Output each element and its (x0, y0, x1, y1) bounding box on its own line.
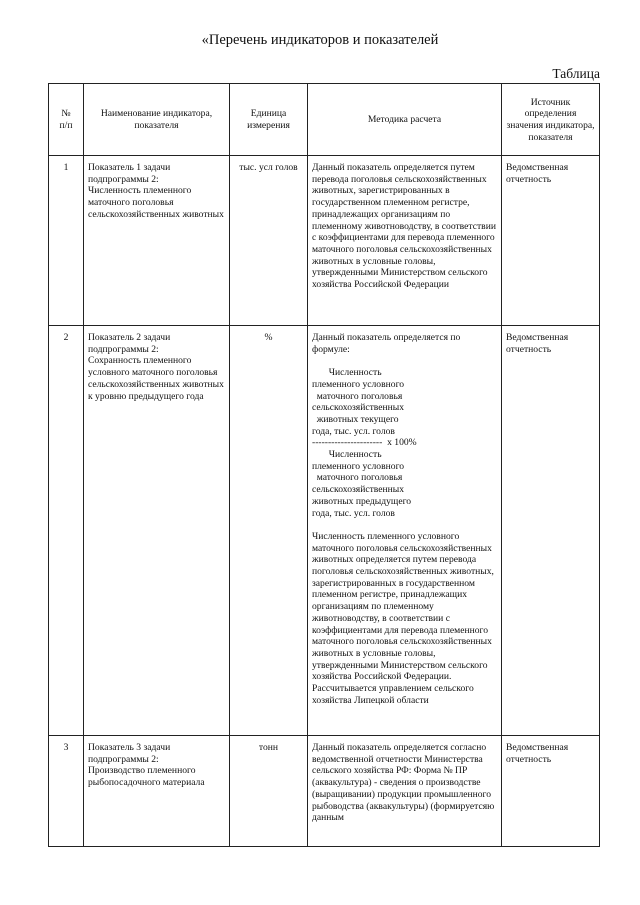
row-num: 3 (49, 736, 84, 847)
table-row (49, 736, 600, 847)
table-header-row (49, 84, 600, 156)
row-source: Ведомственная отчетность (502, 156, 600, 326)
table-label: Таблица (552, 66, 600, 81)
row-num: 1 (49, 156, 84, 326)
row-unit: % (230, 326, 308, 736)
table-row (49, 326, 600, 736)
row-method: Данный показатель определяется путем перевода поголовья сельскохозяйственных животных, зарегистрированных в государственном племенном регистре, принадлежащих организациям по племенному животноводству, в соответствии с коэффициентами для перевода племенного маточного поголовья сельскохозяйственных животных в условные головы, утвержденными Министерством сельского хозяйства Российской Федерации (308, 156, 502, 326)
header-num: № п/п (49, 84, 84, 156)
row-unit: тыс. усл голов (230, 156, 308, 326)
row-unit: тонн (230, 736, 308, 847)
row-num: 2 (49, 326, 84, 736)
row-name: Показатель 2 задачи подпрограммы 2: Сохранность племенного условного маточного поголовья сельскохозяйственных животных к уровню предыдущего года (84, 326, 230, 736)
row-method: Данный показатель определяется по формуле: Численность племенного условного маточного поголовья сельскохозяйственных животных текущего года, тыс. усл. голов ---------------------- х 100% Численность племенного условного маточного поголовья сельскохозяйственных животных предыдущего года, тыс. усл. голов Численность племенного условного маточного поголовья сельскохозяйственных животных определяется путем перевода поголовья сельскохозяйственных животных, зарегистрированных в государственном племенном регистре, принадлежащих организациям по племенному животноводству, в соответствии с коэффициентами для перевода племенного маточного поголовья сельскохозяйственных животных в условные головы, утвержденными Министерством сельского хозяйства Российской Федерации. Рассчитывается управлением сельского хозяйства Липецкой области (308, 326, 502, 736)
row-source: Ведомственная отчетность (502, 326, 600, 736)
row-name: Показатель 3 задачи подпрограммы 2: Производство племенного рыбопосадочного материала (84, 736, 230, 847)
indicators-table (48, 83, 600, 847)
header-method: Методика расчета (308, 84, 502, 156)
table-row (49, 156, 600, 326)
document-title: «Перечень индикаторов и показателей (201, 32, 439, 48)
header-unit: Единица измерения (230, 84, 308, 156)
row-source: Ведомственная отчетность (502, 736, 600, 847)
row-name: Показатель 1 задачи подпрограммы 2: Численность племенного маточного поголовья сельскохозяйственных животных (84, 156, 230, 326)
header-name: Наименование индикатора, показателя (84, 84, 230, 156)
row-method: Данный показатель определяется согласно ведомственной отчетности Министерства сельского хозяйства РФ: Форма № ПР (аквакультура) - сведения о производстве (выращивании) продукции промышленного рыбоводства (аквакультуры) (формируетсяю данным (308, 736, 502, 847)
header-source: Источник определения значения индикатора, показателя (502, 84, 600, 156)
